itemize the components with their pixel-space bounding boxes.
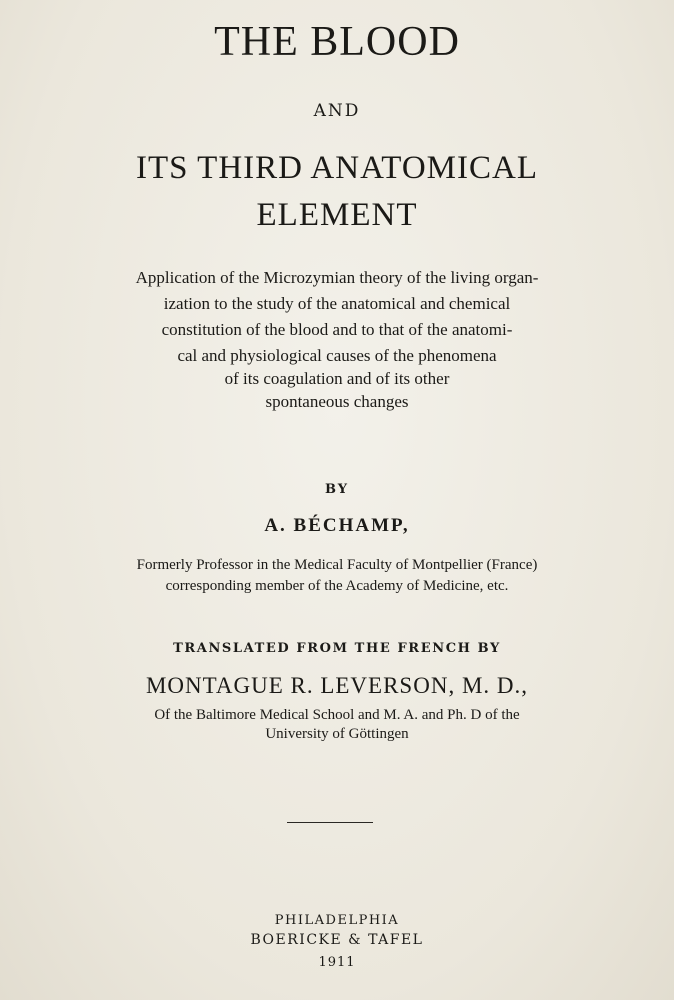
description-line: of its coagulation and of its other — [224, 369, 450, 388]
book-subtitle-line-2: ELEMENT — [256, 197, 418, 233]
author-name: A. BÉCHAMP, — [264, 515, 410, 536]
imprint-city: PHILADELPHIA — [274, 913, 400, 928]
author-affiliation-line: corresponding member of the Academy of Medicine, etc. — [165, 578, 509, 594]
divider-rule — [287, 822, 373, 823]
description-line: cal and physiological causes of the phenomena — [177, 346, 497, 365]
description-line: constitution of the blood and to that of the anatomi- — [161, 320, 513, 339]
title-conjunction: AND — [313, 101, 361, 121]
book-title: THE BLOOD — [214, 19, 460, 65]
description-line: Application of the Microzymian theory of the living organ- — [135, 268, 539, 287]
author-affiliation-line: Formerly Professor in the Medical Faculty of Montpellier (France) — [136, 557, 538, 573]
translator-affiliation-line: University of Göttingen — [265, 726, 409, 742]
imprint-year: 1911 — [318, 955, 356, 970]
translator-affiliation-line: Of the Baltimore Medical School and M. A. and Ph. D of the — [154, 707, 520, 723]
imprint-publisher: BOERICKE & TAFEL — [250, 932, 424, 948]
by-label: BY — [324, 482, 350, 497]
translated-by-label: TRANSLATED FROM THE FRENCH BY — [173, 641, 501, 656]
description-line: ization to the study of the anatomical and chemical — [163, 294, 511, 313]
book-subtitle-line-1: ITS THIRD ANATOMICAL — [136, 150, 538, 186]
description-line: spontaneous changes — [265, 392, 409, 411]
translator-name: MONTAGUE R. LEVERSON, M. D., — [145, 673, 529, 698]
